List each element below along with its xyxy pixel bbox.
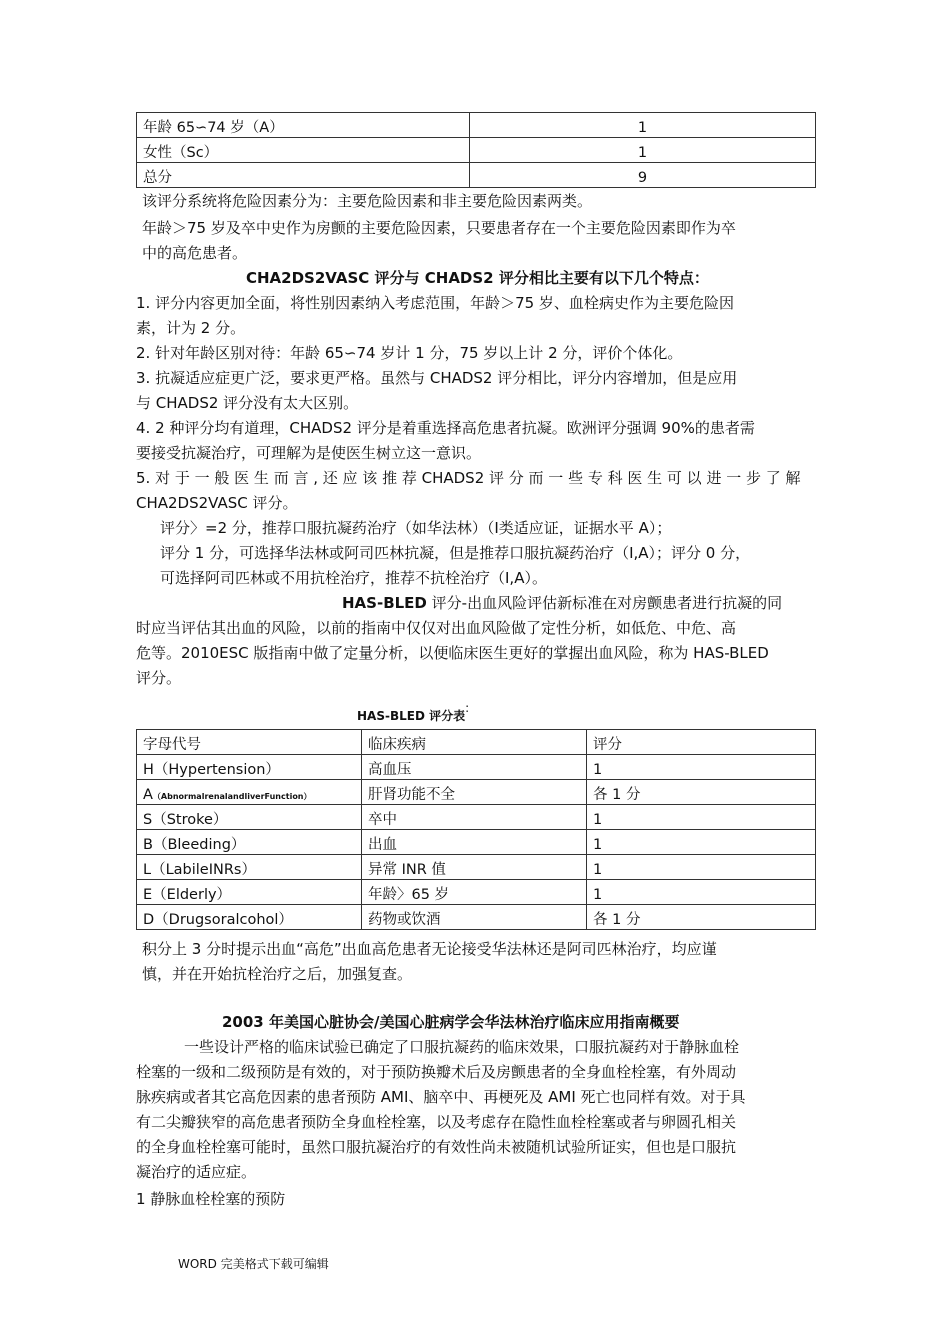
table-cell: 1 — [470, 113, 816, 138]
table-row — [137, 780, 816, 805]
list-item: CHA2DS2VASC 评分。 — [136, 494, 298, 512]
table-caption-text: HAS-BLED 评分表 — [357, 709, 466, 723]
table-caption — [357, 701, 470, 729]
paragraph: 年龄＞75 岁及卒中史作为房颤的主要危险因素，只要患者存在一个主要危险因素即作为卒 — [142, 219, 736, 237]
paragraph: 危等。2010ESC 版指南中做了定量分析，以便临床医生更好的掌握出血风险，称为 HAS-BLED — [136, 644, 769, 662]
paragraph: 积分上 3 分时提示出血“高危”出血高危患者无论接受华法林还是阿司匹林治疗，均应谨 — [142, 940, 717, 958]
code-letter: A — [143, 786, 153, 803]
table-cell: 1 — [470, 138, 816, 163]
table-cell: S（Stroke） — [137, 805, 362, 830]
table-row — [137, 830, 816, 855]
column-header: 字母代号 — [137, 730, 362, 755]
table-cell: E（Elderly） — [137, 880, 362, 905]
list-item: 要接受抗凝治疗，可理解为是使医生树立这一意识。 — [136, 444, 482, 462]
table-cell: L（LabileINRs） — [137, 855, 362, 880]
score-table — [136, 112, 816, 188]
list-item: 4. 2 种评分均有道理，CHADS2 评分是着重选择高危患者抗凝。欧洲评分强调 90%的患者需 — [136, 419, 755, 437]
paragraph: 慎，并在开始抗栓治疗之后，加强复查。 — [142, 965, 413, 983]
subsection-heading: 1 静脉血栓栓塞的预防 — [136, 1190, 286, 1208]
list-item: 1. 评分内容更加全面，将性别因素纳入考虑范围，年龄＞75 岁、血栓病史作为主要危险因 — [136, 294, 734, 312]
table-cell: 1 — [587, 880, 816, 905]
section-heading: CHA2DS2VASC 评分与 CHADS2 评分相比主要有以下几个特点： — [246, 269, 709, 287]
table-cell: 卒中 — [362, 805, 587, 830]
table-row — [137, 755, 816, 780]
list-item: 素，计为 2 分。 — [136, 319, 246, 337]
caption-mark: : — [465, 701, 470, 715]
column-header: 评分 — [587, 730, 816, 755]
paragraph: 该评分系统将危险因素分为：主要危险因素和非主要危险因素两类。 — [142, 192, 593, 210]
table-cell: 1 — [587, 755, 816, 780]
table-row — [137, 113, 816, 138]
table-cell: 1 — [587, 805, 816, 830]
table-cell: D（Drugsoralcohol） — [137, 905, 362, 930]
list-item: 5. 对 于 一 般 医 生 而 言 , 还 应 该 推 荐 CHADS2 评 分 而 一 些 专 科 医 生 可 以 进 一 步 了 解 — [136, 469, 801, 487]
table-row — [137, 855, 816, 880]
table-cell: 总分 — [137, 163, 470, 188]
paragraph: 的全身血栓栓塞可能时，虽然口服抗凝治疗的有效性尚未被随机试验所证实，但也是口服抗 — [136, 1138, 737, 1156]
paragraph: 时应当评估其出血的风险，以前的指南中仅仅对出血风险做了定性分析，如低危、中危、高 — [136, 619, 737, 637]
hasbled-table — [136, 729, 816, 930]
list-item: 与 CHADS2 评分没有太大区别。 — [136, 394, 359, 412]
table-cell: 各 1 分 — [587, 905, 816, 930]
table-cell: 1 — [587, 855, 816, 880]
table-cell: 年龄〉65 岁 — [362, 880, 587, 905]
column-header: 临床疾病 — [362, 730, 587, 755]
table-cell: 异常 INR 值 — [362, 855, 587, 880]
section-heading: 2003 年美国心脏协会/美国心脏病学会华法林治疗临床应用指南概要 — [222, 1013, 680, 1031]
list-item: 2. 针对年龄区别对待：年龄 65∽74 岁计 1 分，75 岁以上计 2 分，评价个体化。 — [136, 344, 683, 362]
paragraph: 一些设计严格的临床试验已确定了口服抗凝药的临床效果，口服抗凝药对于静脉血栓 — [184, 1038, 740, 1056]
recommendation: 可选择阿司匹林或不用抗栓治疗，推荐不抗栓治疗（Ⅰ,A）。 — [160, 569, 547, 587]
table-cell: 女性（Sc） — [137, 138, 470, 163]
code-subtext: （AbnormalrenalandliverFunction） — [152, 791, 312, 801]
recommendation: 评分 1 分，可选择华法林或阿司匹林抗凝，但是推荐口服抗凝药治疗（Ⅰ,A）；评分 0 分， — [160, 544, 751, 562]
table-cell: 药物或饮酒 — [362, 905, 587, 930]
page-footer: WORD 完美格式下载可编辑 — [178, 1257, 329, 1271]
paragraph: 有二尖瓣狭窄的高危患者预防全身血栓栓塞，以及考虑存在隐性血栓栓塞或者与卵圆孔相关 — [136, 1113, 737, 1131]
paragraph: 中的高危患者。 — [142, 244, 248, 262]
table-cell: 出血 — [362, 830, 587, 855]
list-item: 3. 抗凝适应症更广泛，要求更严格。虽然与 CHADS2 评分相比，评分内容增加，但是应用 — [136, 369, 738, 387]
paragraph: 凝治疗的适应症。 — [136, 1163, 257, 1181]
paragraph: 栓塞的一级和二级预防是有效的，对于预防换瓣术后及房颤患者的全身血栓栓塞，有外周动 — [136, 1063, 737, 1081]
table-row — [137, 138, 816, 163]
table-row — [137, 163, 816, 188]
table-cell: 年龄 65∽74 岁（A） — [137, 113, 470, 138]
table-cell: H（Hypertension） — [137, 755, 362, 780]
table-cell: 各 1 分 — [587, 780, 816, 805]
table-cell: 1 — [587, 830, 816, 855]
table-header-row — [137, 730, 816, 755]
paragraph: 评分。 — [136, 669, 182, 687]
table-row — [137, 905, 816, 930]
hasbled-title: HAS-BLED — [342, 594, 427, 612]
table-cell: B（Bleeding） — [137, 830, 362, 855]
hasbled-intro: 评分-出血风险评估新标准在对房颤患者进行抗凝的同 — [426, 594, 783, 612]
paragraph — [342, 591, 782, 616]
table-cell: 肝肾功能不全 — [362, 780, 587, 805]
table-cell — [137, 780, 362, 805]
table-row — [137, 805, 816, 830]
table-cell: 高血压 — [362, 755, 587, 780]
paragraph: 脉疾病或者其它高危因素的患者预防 AMI、脑卒中、再梗死及 AMI 死亡也同样有效。对于具 — [136, 1088, 746, 1106]
table-row — [137, 880, 816, 905]
table-cell: 9 — [470, 163, 816, 188]
recommendation: 评分〉=2 分，推荐口服抗凝药治疗（如华法林）（Ⅰ类适应证，证据水平 A）； — [160, 519, 672, 537]
